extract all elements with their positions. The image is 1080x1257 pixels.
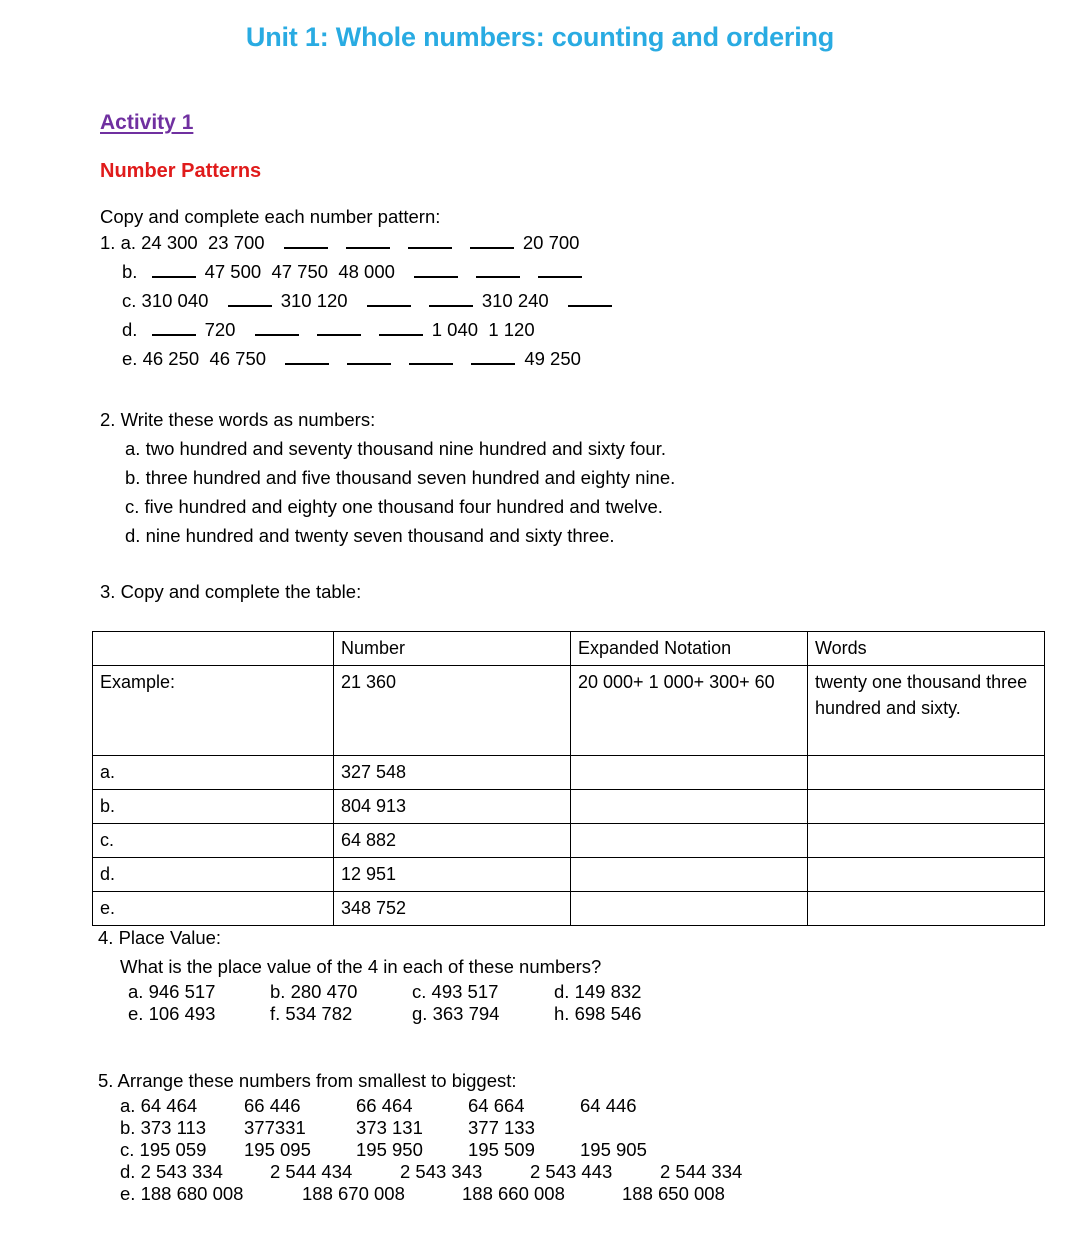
table-row (93, 858, 1045, 892)
question-2-intro: 2. Write these words as numbers: (100, 409, 376, 430)
pattern-blank[interactable] (317, 318, 361, 336)
pattern-blank[interactable] (285, 347, 329, 365)
table-cell-words[interactable] (808, 756, 1045, 790)
ordering-row (98, 1095, 790, 1117)
ordering-item: 195 950 (356, 1139, 423, 1160)
place-value-item-g: g. 363 794 (412, 1003, 500, 1024)
pattern-blank[interactable] (379, 318, 423, 336)
question-2-item-a: a. two hundred and seventy thousand nine hundred and sixty four. (125, 438, 666, 459)
ordering-item: 64 664 (468, 1095, 525, 1116)
pattern-value: 48 000 (338, 261, 406, 282)
ordering-item: 377 133 (468, 1117, 535, 1138)
table-cell-expanded[interactable] (571, 756, 808, 790)
ordering-row (98, 1161, 790, 1183)
number-table (92, 631, 1045, 926)
pattern-value: 310 240 (481, 290, 559, 311)
ordering-item: 2 543 443 (530, 1161, 613, 1182)
question-5-rows (98, 1095, 790, 1205)
table-header-row (93, 632, 1045, 666)
place-value-row-2 (98, 1003, 696, 1025)
table-cell-expanded[interactable] (571, 858, 808, 892)
pattern-label: e. (122, 348, 143, 369)
table-cell-words[interactable] (808, 892, 1045, 926)
table-cell-expanded[interactable] (571, 824, 808, 858)
table-cell-number: 804 913 (334, 790, 571, 824)
pattern-value: 46 250 (142, 348, 210, 369)
ordering-lead: a. 64 464 (120, 1095, 198, 1116)
ordering-lead: c. 195 059 (120, 1139, 207, 1160)
ordering-item: 2 543 343 (400, 1161, 483, 1182)
pattern-label: c. (122, 290, 142, 311)
pattern-blank[interactable] (152, 260, 196, 278)
pattern-value: 1 040 (431, 319, 489, 340)
ordering-lead: b. 373 113 (120, 1117, 207, 1138)
table-cell-label: d. (93, 858, 334, 892)
place-value-item-h: h. 698 546 (554, 1003, 642, 1024)
question-2-words-as-numbers (100, 405, 675, 550)
place-value-item-a: a. 946 517 (128, 981, 216, 1002)
pattern-value: 47 750 (271, 261, 339, 282)
ordering-item: 66 464 (356, 1095, 413, 1116)
pattern-blank[interactable] (284, 231, 328, 249)
pattern-row-d (100, 318, 621, 347)
pattern-row-e (100, 347, 621, 376)
table-cell-words[interactable] (808, 824, 1045, 858)
ordering-lead: e. 188 680 008 (120, 1183, 244, 1204)
pattern-blank[interactable] (228, 289, 272, 307)
pattern-blank[interactable] (538, 260, 582, 278)
ordering-item: 188 670 008 (302, 1183, 405, 1204)
table-row-example (93, 666, 1045, 756)
ordering-item: 2 544 434 (270, 1161, 353, 1182)
question-1-intro: Copy and complete each number pattern: (100, 206, 441, 227)
table-cell-label: a. (93, 756, 334, 790)
question-5-ordering (98, 1066, 790, 1205)
pattern-value: 20 700 (522, 232, 590, 253)
pattern-blank[interactable] (346, 231, 390, 249)
pattern-value: 47 500 (204, 261, 272, 282)
pattern-blank[interactable] (367, 289, 411, 307)
table-row (93, 790, 1045, 824)
activity-heading: Activity 1 (100, 111, 194, 134)
pattern-blank[interactable] (568, 289, 612, 307)
pattern-blank[interactable] (152, 318, 196, 336)
question-1-patterns (100, 231, 621, 376)
pattern-number: 1. a. (100, 232, 142, 253)
table-cell-words[interactable] (808, 858, 1045, 892)
ordering-row (98, 1183, 790, 1205)
table-header-words: Words (808, 632, 1045, 666)
pattern-blank[interactable] (347, 347, 391, 365)
page-title: Unit 1: Whole numbers: counting and ordering (245, 22, 835, 52)
pattern-value: 23 700 (208, 232, 275, 253)
ordering-item: 188 660 008 (462, 1183, 565, 1204)
table-cell-words[interactable] (808, 790, 1045, 824)
section-heading: Number Patterns (100, 160, 262, 182)
pattern-blank[interactable] (471, 347, 515, 365)
ordering-item: 188 650 008 (622, 1183, 725, 1204)
table-cell-label: b. (93, 790, 334, 824)
table-cell-label: c. (93, 824, 334, 858)
ordering-item: 377331 (244, 1117, 306, 1138)
ordering-item: 64 446 (580, 1095, 637, 1116)
table-row (93, 756, 1045, 790)
question-3-intro: 3. Copy and complete the table: (100, 581, 362, 602)
table-row (93, 892, 1045, 926)
pattern-blank[interactable] (429, 289, 473, 307)
place-value-item-b: b. 280 470 (270, 981, 358, 1002)
ordering-item: 2 544 334 (660, 1161, 743, 1182)
table-cell-number: 21 360 (334, 666, 571, 756)
place-value-item-d: d. 149 832 (554, 981, 642, 1002)
pattern-value: 720 (204, 319, 246, 340)
ordering-row (98, 1117, 790, 1139)
ordering-row (98, 1139, 790, 1161)
table-cell-label: e. (93, 892, 334, 926)
place-value-item-f: f. 534 782 (270, 1003, 353, 1024)
pattern-blank[interactable] (470, 231, 514, 249)
table-row (93, 824, 1045, 858)
question-4-intro: 4. Place Value: (98, 927, 222, 948)
pattern-value: 310 120 (280, 290, 358, 311)
table-cell-expanded[interactable] (571, 790, 808, 824)
pattern-blank[interactable] (255, 318, 299, 336)
pattern-row-b (100, 260, 621, 289)
question-2-item-c: c. five hundred and eighty one thousand four hundred and twelve. (125, 496, 663, 517)
place-value-item-e: e. 106 493 (128, 1003, 216, 1024)
pattern-value: 49 250 (524, 348, 592, 369)
table-cell-label: Example: (93, 666, 334, 756)
table-header-number: Number (334, 632, 571, 666)
table-cell-number: 348 752 (334, 892, 571, 926)
ordering-lead: d. 2 543 334 (120, 1161, 223, 1182)
table-header-expanded-notation: Expanded Notation (571, 632, 808, 666)
table-cell-words: twenty one thousand three hundred and sixty. (808, 666, 1045, 756)
question-5-intro: 5. Arrange these numbers from smallest to biggest: (98, 1070, 517, 1091)
pattern-blank[interactable] (408, 231, 452, 249)
question-2-item-b: b. three hundred and five thousand seven hundred and eighty nine. (125, 467, 676, 488)
ordering-item: 195 509 (468, 1139, 535, 1160)
place-value-row-1 (98, 981, 696, 1003)
question-4-question: What is the place value of the 4 in each of these numbers? (120, 956, 602, 977)
table-header-blank (93, 632, 334, 666)
question-4-place-value (98, 923, 696, 1025)
pattern-blank[interactable] (409, 347, 453, 365)
pattern-label: d. (122, 319, 143, 340)
table-cell-number: 64 882 (334, 824, 571, 858)
pattern-value: 46 750 (209, 348, 277, 369)
table-cell-expanded: 20 000+ 1 000+ 300+ 60 (571, 666, 808, 756)
table-cell-number: 12 951 (334, 858, 571, 892)
ordering-item: 195 095 (244, 1139, 311, 1160)
pattern-label: b. (122, 261, 143, 282)
pattern-blank[interactable] (414, 260, 458, 278)
ordering-item: 66 446 (244, 1095, 301, 1116)
pattern-value: 24 300 (141, 232, 209, 253)
pattern-row-a (100, 231, 621, 260)
place-value-item-c: c. 493 517 (412, 981, 499, 1002)
pattern-value: 1 120 (488, 319, 545, 340)
pattern-blank[interactable] (476, 260, 520, 278)
ordering-item: 373 131 (356, 1117, 423, 1138)
table-cell-number: 327 548 (334, 756, 571, 790)
pattern-value: 310 040 (141, 290, 219, 311)
table-cell-expanded[interactable] (571, 892, 808, 926)
pattern-row-c (100, 289, 621, 318)
question-2-item-d: d. nine hundred and twenty seven thousand and sixty three. (125, 525, 615, 546)
ordering-item: 195 905 (580, 1139, 647, 1160)
